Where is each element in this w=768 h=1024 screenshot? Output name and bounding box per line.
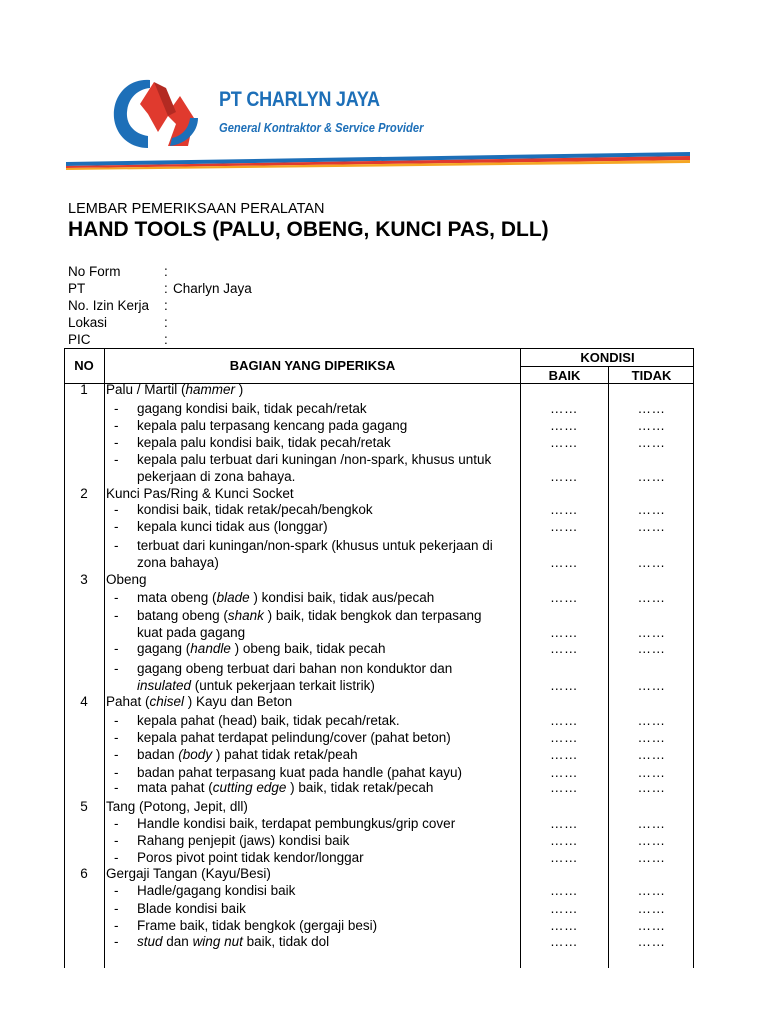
check-item-text: kepala pahat (head) baik, tidak pecah/retak.: [137, 713, 400, 728]
check-item-text: badan pahat terpasang kuat pada handle (pahat kayu): [137, 765, 463, 780]
section-number: 1: [80, 382, 88, 397]
tidak-field[interactable]: ……: [637, 883, 666, 898]
check-item-text: mata pahat (cutting edge ) baik, tidak retak/pecah: [137, 780, 434, 795]
field-label: No. Izin Kerja: [68, 298, 150, 313]
tidak-field[interactable]: ……: [637, 934, 666, 949]
header-divider-stripes: [66, 152, 690, 170]
tidak-field[interactable]: ……: [637, 816, 666, 831]
baik-field[interactable]: ……: [550, 401, 578, 416]
section-title: Gergaji Tangan (Kayu/Besi): [106, 866, 271, 881]
tidak-field[interactable]: ……: [637, 780, 666, 795]
check-item-text: badan (body ) pahat tidak retak/peah: [137, 747, 358, 762]
check-item-text: Hadle/gagang kondisi baik: [137, 883, 296, 898]
check-item-text: pekerjaan di zona bahaya.: [137, 469, 296, 484]
tidak-field[interactable]: ……: [637, 641, 666, 656]
section-number: 4: [80, 694, 88, 709]
check-item-text: stud dan wing nut baik, tidak dol: [137, 934, 330, 949]
field-value: Charlyn Jaya: [173, 281, 252, 296]
tidak-field[interactable]: ……: [637, 678, 666, 693]
section-number: 6: [80, 866, 88, 881]
header-no: NO: [74, 358, 94, 373]
check-item-text: Rahang penjepit (jaws) kondisi baik: [137, 833, 350, 848]
table-header-divider: [520, 366, 694, 367]
check-item-text: mata obeng (blade ) kondisi baik, tidak aus/pecah: [137, 590, 435, 605]
tidak-field[interactable]: ……: [637, 590, 666, 605]
field-colon: :: [164, 281, 168, 296]
header-kondisi: KONDISI: [580, 350, 635, 365]
tidak-field[interactable]: ……: [637, 625, 666, 640]
tidak-field[interactable]: ……: [637, 833, 666, 848]
baik-field[interactable]: ……: [550, 816, 578, 831]
check-item-text: kepala pahat terdapat pelindung/cover (pahat beton): [137, 730, 451, 745]
section-number: 3: [80, 572, 88, 587]
baik-field[interactable]: ……: [550, 747, 578, 762]
baik-field[interactable]: ……: [550, 918, 578, 933]
tidak-field[interactable]: ……: [637, 713, 666, 728]
field-label: PT: [68, 281, 86, 296]
field-colon: :: [164, 264, 168, 279]
check-item-text: kepala palu kondisi baik, tidak pecah/retak: [137, 435, 391, 450]
tidak-field[interactable]: ……: [637, 765, 666, 780]
baik-field[interactable]: ……: [550, 901, 578, 916]
check-item-text: Poros pivot point tidak kendor/longgar: [137, 850, 364, 865]
table-col-divider: [608, 366, 609, 968]
baik-field[interactable]: ……: [550, 713, 578, 728]
tidak-field[interactable]: ……: [637, 730, 666, 745]
section-title: Tang (Potong, Jepit, dll): [106, 799, 248, 814]
tidak-field[interactable]: ……: [637, 469, 666, 484]
baik-field[interactable]: ……: [550, 765, 578, 780]
header-tidak: TIDAK: [631, 368, 672, 383]
company-tagline: General Kontraktor & Service Provider: [219, 120, 424, 135]
baik-field[interactable]: ……: [550, 435, 578, 450]
section-title: Pahat (chisel ) Kayu dan Beton: [106, 694, 293, 709]
check-item-text: kepala palu terbuat dari kuningan /non-spark, khusus untuk: [137, 452, 492, 467]
section-title: Obeng: [106, 572, 147, 587]
baik-field[interactable]: ……: [550, 519, 578, 534]
header-bagian: BAGIAN YANG DIPERIKSA: [229, 358, 396, 373]
check-item-text: insulated (untuk pekerjaan terkait listrik): [137, 678, 375, 693]
company-logo-icon: [110, 74, 202, 150]
baik-field[interactable]: ……: [550, 850, 578, 865]
tidak-field[interactable]: ……: [637, 918, 666, 933]
check-item-text: kondisi baik, tidak retak/pecah/bengkok: [137, 502, 373, 517]
baik-field[interactable]: ……: [550, 934, 578, 949]
check-item-text: gagang (handle ) obeng baik, tidak pecah: [137, 641, 386, 656]
baik-field[interactable]: ……: [550, 833, 578, 848]
check-item-text: Handle kondisi baik, terdapat pembungkus/grip cover: [137, 816, 456, 831]
check-item-text: kepala kunci tidak aus (longgar): [137, 519, 328, 534]
field-colon: :: [164, 332, 168, 347]
check-item-text: zona bahaya): [137, 555, 219, 570]
baik-field[interactable]: ……: [550, 555, 578, 570]
inspection-table: NO BAGIAN YANG DIPERIKSA KONDISI BAIK TIDAK 1 Palu / Martil (hammer ) - gagang kondisi baik, tidak pecah/retak …… …… - kepala palu terpasang kencang pada gagang …… …… - kepala palu kondisi baik, tidak pecah/retak …… …… - kepala palu terbuat dari kuningan /non-spark, khusus untuk pekerjaan di zona bahaya. …… …… 2 Kunci Pas/Ring & Kunci Socket - kondisi baik, tidak retak/pecah/bengkok …… …… - kepala kunci tidak aus (longgar) …… …… - terbuat dari kuningan/non-spark (khusus untuk pekerjaan di zona bahaya) …… …… 3 Obeng - mata obeng (blade ) kondisi baik, tidak aus/pecah …… …… - batang obeng (shank ) baik, tidak bengkok dan terpasang kuat pada gagang …… …… - gagang (handle ) obeng baik, tidak pecah …… …… - gagang obeng terbuat dari bahan non konduktor dan insulated (untuk pekerjaan terkait listrik) …… …… 4 Pahat (chisel ) Kayu dan Beton - kepala pahat (head) baik, tidak pecah/retak. …… …… - kepala pahat terdapat pelindung/cover (pahat beton) …… …… - badan (body ) pahat tidak retak/peah …… …… - badan pahat terpasang kuat pada handle (pahat kayu) …… …… - mata pahat (cutting edge ) baik, tidak retak/pecah …… …… 5 Tang (Potong, Jepit, dll) - Handle kondisi baik, terdapat pembungkus/grip cover …… …… - Rahang penjepit (jaws) kondisi baik …… …… - Poros pivot point tidak kendor/longgar …… …… 6 Gergaji Tangan (Kayu/Besi) - Hadle/gagang kondisi baik …… …… - Blade kondisi baik …… …… - Frame baik, tidak bengkok (gergaji besi) …… …… - stud dan wing nut baik, tidak dol …… ……: [64, 348, 694, 968]
tidak-field[interactable]: ……: [637, 850, 666, 865]
baik-field[interactable]: ……: [550, 730, 578, 745]
section-title: Palu / Martil (hammer ): [106, 382, 244, 397]
baik-field[interactable]: ……: [550, 883, 578, 898]
field-colon: :: [164, 315, 168, 330]
tidak-field[interactable]: ……: [637, 401, 666, 416]
check-item-text: gagang kondisi baik, tidak pecah/retak: [137, 401, 367, 416]
section-number: 5: [80, 799, 88, 814]
tidak-field[interactable]: ……: [637, 418, 666, 433]
baik-field[interactable]: ……: [550, 590, 578, 605]
field-colon: :: [164, 298, 168, 313]
field-label: Lokasi: [68, 315, 108, 330]
check-item-text: kuat pada gagang: [137, 625, 246, 640]
table-col-divider: [104, 348, 105, 968]
tidak-field[interactable]: ……: [637, 555, 666, 570]
baik-field[interactable]: ……: [550, 678, 578, 693]
tidak-field[interactable]: ……: [637, 435, 666, 450]
company-name: PT CHARLYN JAYA: [219, 88, 380, 111]
check-item-text: Blade kondisi baik: [137, 901, 246, 916]
document-title: HAND TOOLS (PALU, OBENG, KUNCI PAS, DLL): [68, 218, 549, 241]
header-baik: BAIK: [548, 368, 581, 383]
tidak-field[interactable]: ……: [637, 747, 666, 762]
check-item-text: Frame baik, tidak bengkok (gergaji besi): [137, 918, 378, 933]
baik-field[interactable]: ……: [550, 502, 578, 517]
check-item-text: gagang obeng terbuat dari bahan non konduktor dan: [137, 661, 453, 676]
check-item-text: kepala palu terpasang kencang pada gagang: [137, 418, 408, 433]
document-subtitle: LEMBAR PEMERIKSAAN PERALATAN: [68, 201, 325, 217]
baik-field[interactable]: ……: [550, 469, 578, 484]
check-item-text: batang obeng (shank ) baik, tidak bengkok dan terpasang: [137, 608, 482, 623]
field-label: No Form: [68, 264, 121, 279]
baik-field[interactable]: ……: [550, 780, 578, 795]
field-label: PIC: [68, 332, 91, 347]
section-number: 2: [80, 486, 88, 501]
section-title: Kunci Pas/Ring & Kunci Socket: [106, 486, 294, 501]
check-item-text: terbuat dari kuningan/non-spark (khusus untuk pekerjaan di: [137, 538, 493, 553]
baik-field[interactable]: ……: [550, 641, 578, 656]
tidak-field[interactable]: ……: [637, 519, 666, 534]
tidak-field[interactable]: ……: [637, 901, 666, 916]
baik-field[interactable]: ……: [550, 625, 578, 640]
tidak-field[interactable]: ……: [637, 502, 666, 517]
table-border-top: [64, 348, 694, 349]
baik-field[interactable]: ……: [550, 418, 578, 433]
